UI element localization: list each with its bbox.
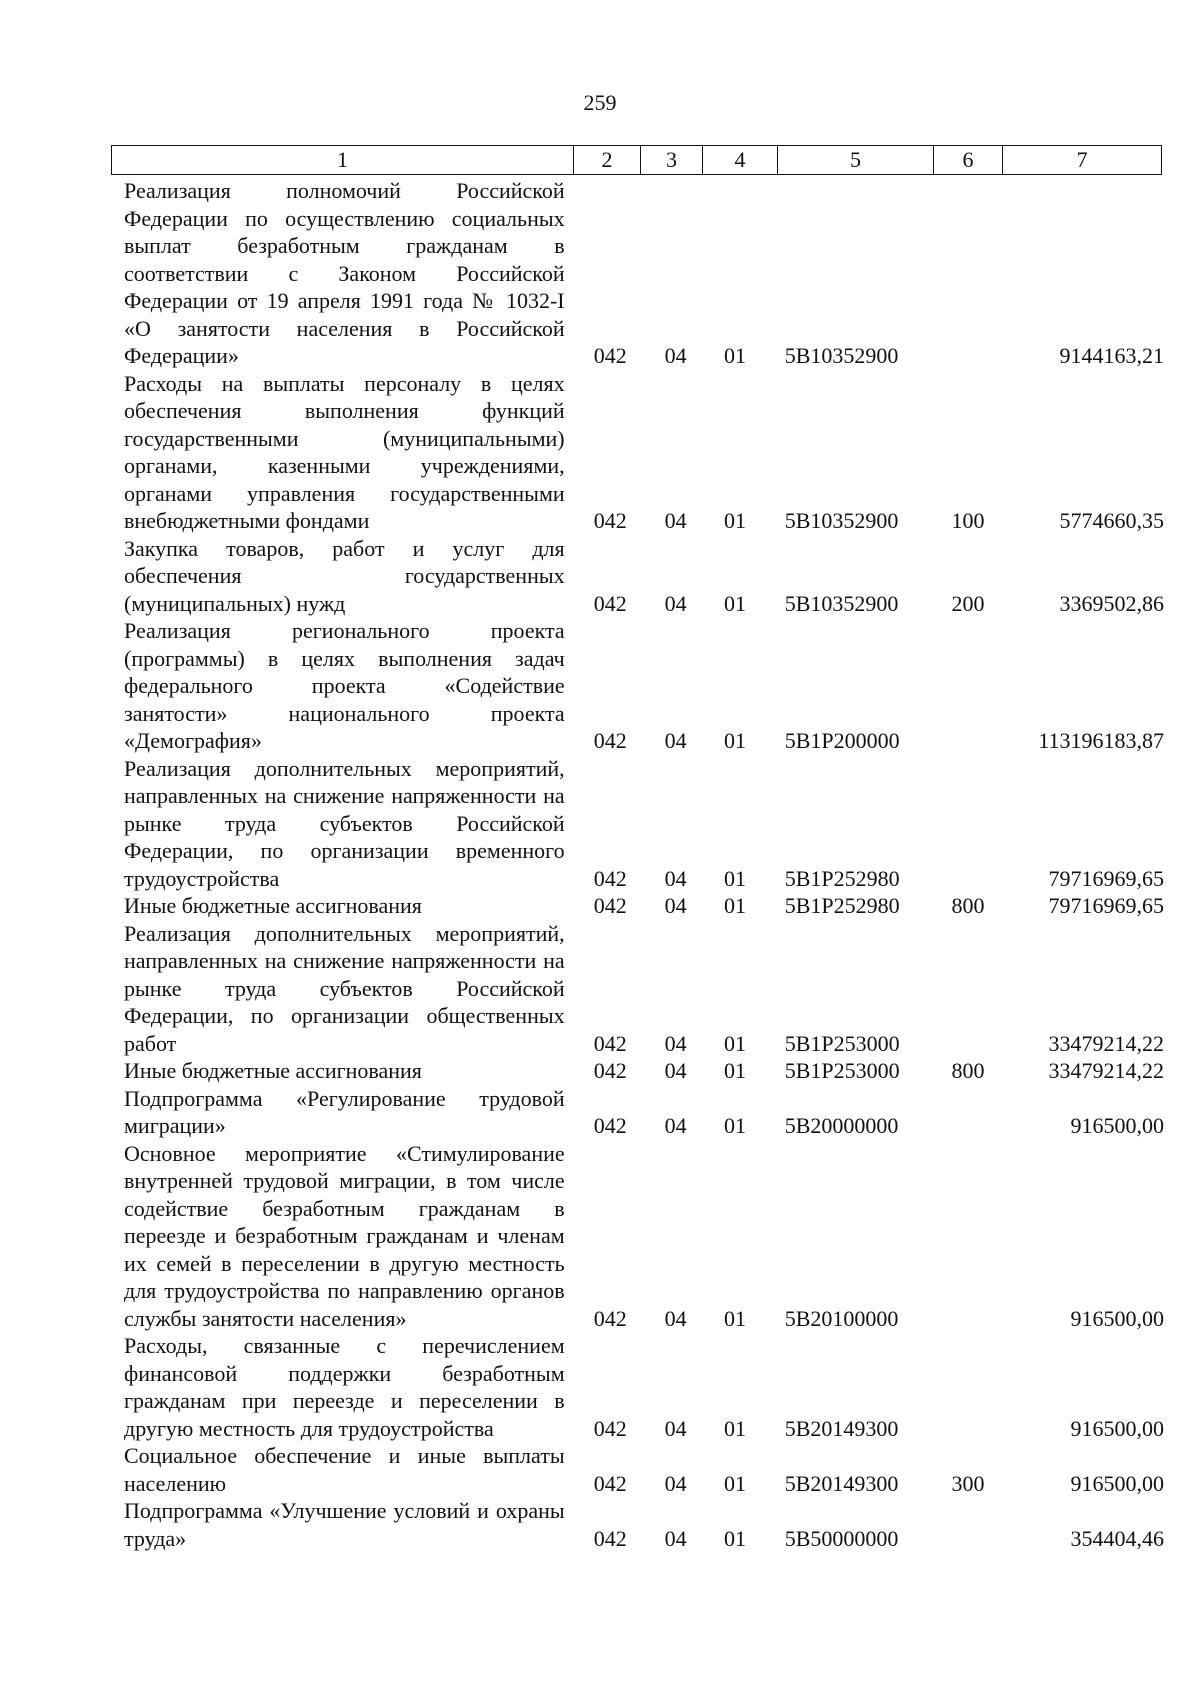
- table-row: [124, 535, 1164, 618]
- cell-amount: 354404,46: [1070, 1525, 1164, 1551]
- cell-code-2: 042: [593, 728, 627, 753]
- table-header-row: [111, 145, 1162, 175]
- cell-expense-type: 100: [951, 508, 985, 533]
- table-row: [124, 617, 1164, 755]
- row-description: Реализация дополнительных мероприятий, направленных на снижение напряженности на рынке труда субъектов Российской Федерации, по организации временного трудоустройства: [124, 755, 565, 891]
- cell-code-2: 042: [593, 1415, 627, 1441]
- cell-amount: 33479214,22: [1048, 1030, 1164, 1056]
- cell-amount: 916500,00: [1070, 1470, 1164, 1496]
- cell-code-4: 01: [724, 590, 747, 616]
- row-description: Расходы, связанные с перечислением финансовой поддержки безработным гражданам при переезде и переселении в другую местность для трудоустройства: [124, 1333, 565, 1441]
- cell-code-4: 01: [724, 1415, 747, 1441]
- cell-code-3: 04: [664, 1030, 687, 1056]
- table-row: [124, 1497, 1164, 1552]
- cell-amount: 79716969,65: [1048, 893, 1164, 918]
- cell-code-4: 01: [724, 508, 747, 533]
- cell-target-article: 5В20149300: [784, 1470, 899, 1496]
- cell-amount: 916500,00: [1070, 1305, 1164, 1331]
- row-description: Реализация регионального проекта (программы) в целях выполнения задач федерального проекта «Содействие занятости» национального проекта «Демография»: [124, 618, 565, 753]
- cell-expense-type: 800: [951, 893, 985, 918]
- cell-target-article: 5В20100000: [784, 1305, 899, 1331]
- cell-code-2: 042: [593, 343, 627, 368]
- cell-target-article: 5В1Р253000: [784, 1030, 900, 1056]
- cell-code-4: 01: [724, 865, 747, 891]
- cell-code-2: 042: [593, 865, 627, 891]
- column-header-4: 4: [703, 145, 778, 175]
- table-row: [124, 177, 1164, 370]
- table-row: [124, 755, 1164, 893]
- cell-code-3: 04: [664, 343, 687, 368]
- cell-code-4: 01: [724, 1525, 747, 1551]
- cell-target-article: 5В1Р252980: [784, 865, 900, 891]
- cell-amount: 916500,00: [1070, 1113, 1164, 1138]
- cell-code-4: 01: [724, 1470, 747, 1496]
- table-row: [124, 1332, 1164, 1442]
- cell-code-2: 042: [593, 893, 627, 918]
- cell-code-3: 04: [664, 893, 687, 918]
- cell-code-2: 042: [593, 1058, 627, 1083]
- row-description: Иные бюджетные ассигнования: [124, 893, 422, 918]
- cell-code-4: 01: [724, 343, 747, 368]
- cell-code-4: 01: [724, 893, 747, 918]
- cell-amount: 9144163,21: [1059, 343, 1164, 368]
- cell-target-article: 5В10352900: [784, 343, 899, 368]
- cell-amount: 5774660,35: [1059, 508, 1164, 533]
- cell-code-3: 04: [664, 1525, 687, 1551]
- cell-code-4: 01: [724, 1305, 747, 1331]
- cell-target-article: 5В1Р252980: [784, 893, 900, 918]
- table-row: [124, 370, 1164, 535]
- row-description: Иные бюджетные ассигнования: [124, 1058, 422, 1083]
- cell-code-2: 042: [593, 508, 627, 533]
- table-row: [124, 1442, 1164, 1497]
- cell-code-2: 042: [593, 1470, 627, 1496]
- cell-code-3: 04: [664, 865, 687, 891]
- row-description: Подпрограмма «Регулирование трудовой миграции»: [124, 1085, 565, 1138]
- cell-code-2: 042: [593, 1525, 627, 1551]
- cell-code-4: 01: [724, 1113, 747, 1138]
- table-row: [124, 1140, 1164, 1333]
- cell-target-article: 5В20000000: [784, 1113, 899, 1138]
- cell-code-3: 04: [664, 1305, 687, 1331]
- cell-expense-type: 300: [951, 1470, 985, 1496]
- cell-code-4: 01: [724, 1058, 747, 1083]
- cell-code-3: 04: [664, 1415, 687, 1441]
- cell-amount: 3369502,86: [1059, 590, 1164, 616]
- table-body: [124, 177, 1164, 1552]
- row-description: Расходы на выплаты персоналу в целях обеспечения выполнения функций государственными (муниципальными) органами, казенными учреждениями, органами управления государственными внебюджетными фондами: [124, 370, 565, 533]
- table-row: [124, 1057, 1164, 1085]
- cell-code-3: 04: [664, 728, 687, 753]
- cell-target-article: 5В10352900: [784, 590, 899, 616]
- row-description: Реализация дополнительных мероприятий, направленных на снижение напряженности на рынке труда субъектов Российской Федерации, по организации общественных работ: [124, 920, 565, 1056]
- cell-code-2: 042: [593, 1305, 627, 1331]
- page-number: 259: [583, 90, 617, 115]
- cell-target-article: 5В1Р200000: [784, 728, 900, 753]
- cell-code-2: 042: [593, 590, 627, 616]
- cell-amount: 79716969,65: [1048, 865, 1164, 891]
- column-header-7: 7: [1003, 145, 1162, 175]
- cell-code-3: 04: [664, 1470, 687, 1496]
- cell-code-3: 04: [664, 508, 687, 533]
- cell-target-article: 5В50000000: [784, 1525, 899, 1551]
- cell-target-article: 5В20149300: [784, 1415, 899, 1441]
- row-description: Подпрограмма «Улучшение условий и охраны труда»: [124, 1498, 565, 1551]
- cell-code-4: 01: [724, 1030, 747, 1056]
- cell-target-article: 5В10352900: [784, 508, 899, 533]
- row-description: Закупка товаров, работ и услуг для обеспечения государственных (муниципальных) нужд: [124, 535, 565, 616]
- cell-amount: 916500,00: [1070, 1415, 1164, 1441]
- row-description: Основное мероприятие «Стимулирование внутренней трудовой миграции, в том числе содействие безработным гражданам в переезде и безработным гражданам и членам их семей в переселении в другую местность для трудоустройства по направлению органов службы занятости населения»: [124, 1140, 565, 1331]
- table-row: [124, 892, 1164, 920]
- cell-target-article: 5В1Р253000: [784, 1058, 900, 1083]
- cell-code-3: 04: [664, 590, 687, 616]
- cell-amount: 113196183,87: [1038, 728, 1164, 753]
- column-header-3: 3: [641, 145, 703, 175]
- cell-code-3: 04: [664, 1058, 687, 1083]
- column-header-2: 2: [574, 145, 641, 175]
- column-header-6: 6: [934, 145, 1003, 175]
- cell-code-2: 042: [593, 1113, 627, 1138]
- cell-code-4: 01: [724, 728, 747, 753]
- cell-expense-type: 800: [951, 1058, 985, 1083]
- table-row: [124, 920, 1164, 1058]
- row-description: Социальное обеспечение и иные выплаты населению: [124, 1443, 565, 1496]
- cell-expense-type: 200: [951, 590, 985, 616]
- column-header-5: 5: [778, 145, 934, 175]
- column-header-1: 1: [111, 145, 574, 175]
- table-row: [124, 1085, 1164, 1140]
- cell-code-2: 042: [593, 1030, 627, 1056]
- cell-amount: 33479214,22: [1048, 1058, 1164, 1083]
- cell-code-3: 04: [664, 1113, 687, 1138]
- row-description: Реализация полномочий Российской Федерации по осуществлению социальных выплат безработным гражданам в соответствии с Законом Российской Федерации от 19 апреля 1991 года № 1032-I «О занятости населения в Российской Федерации»: [124, 178, 565, 368]
